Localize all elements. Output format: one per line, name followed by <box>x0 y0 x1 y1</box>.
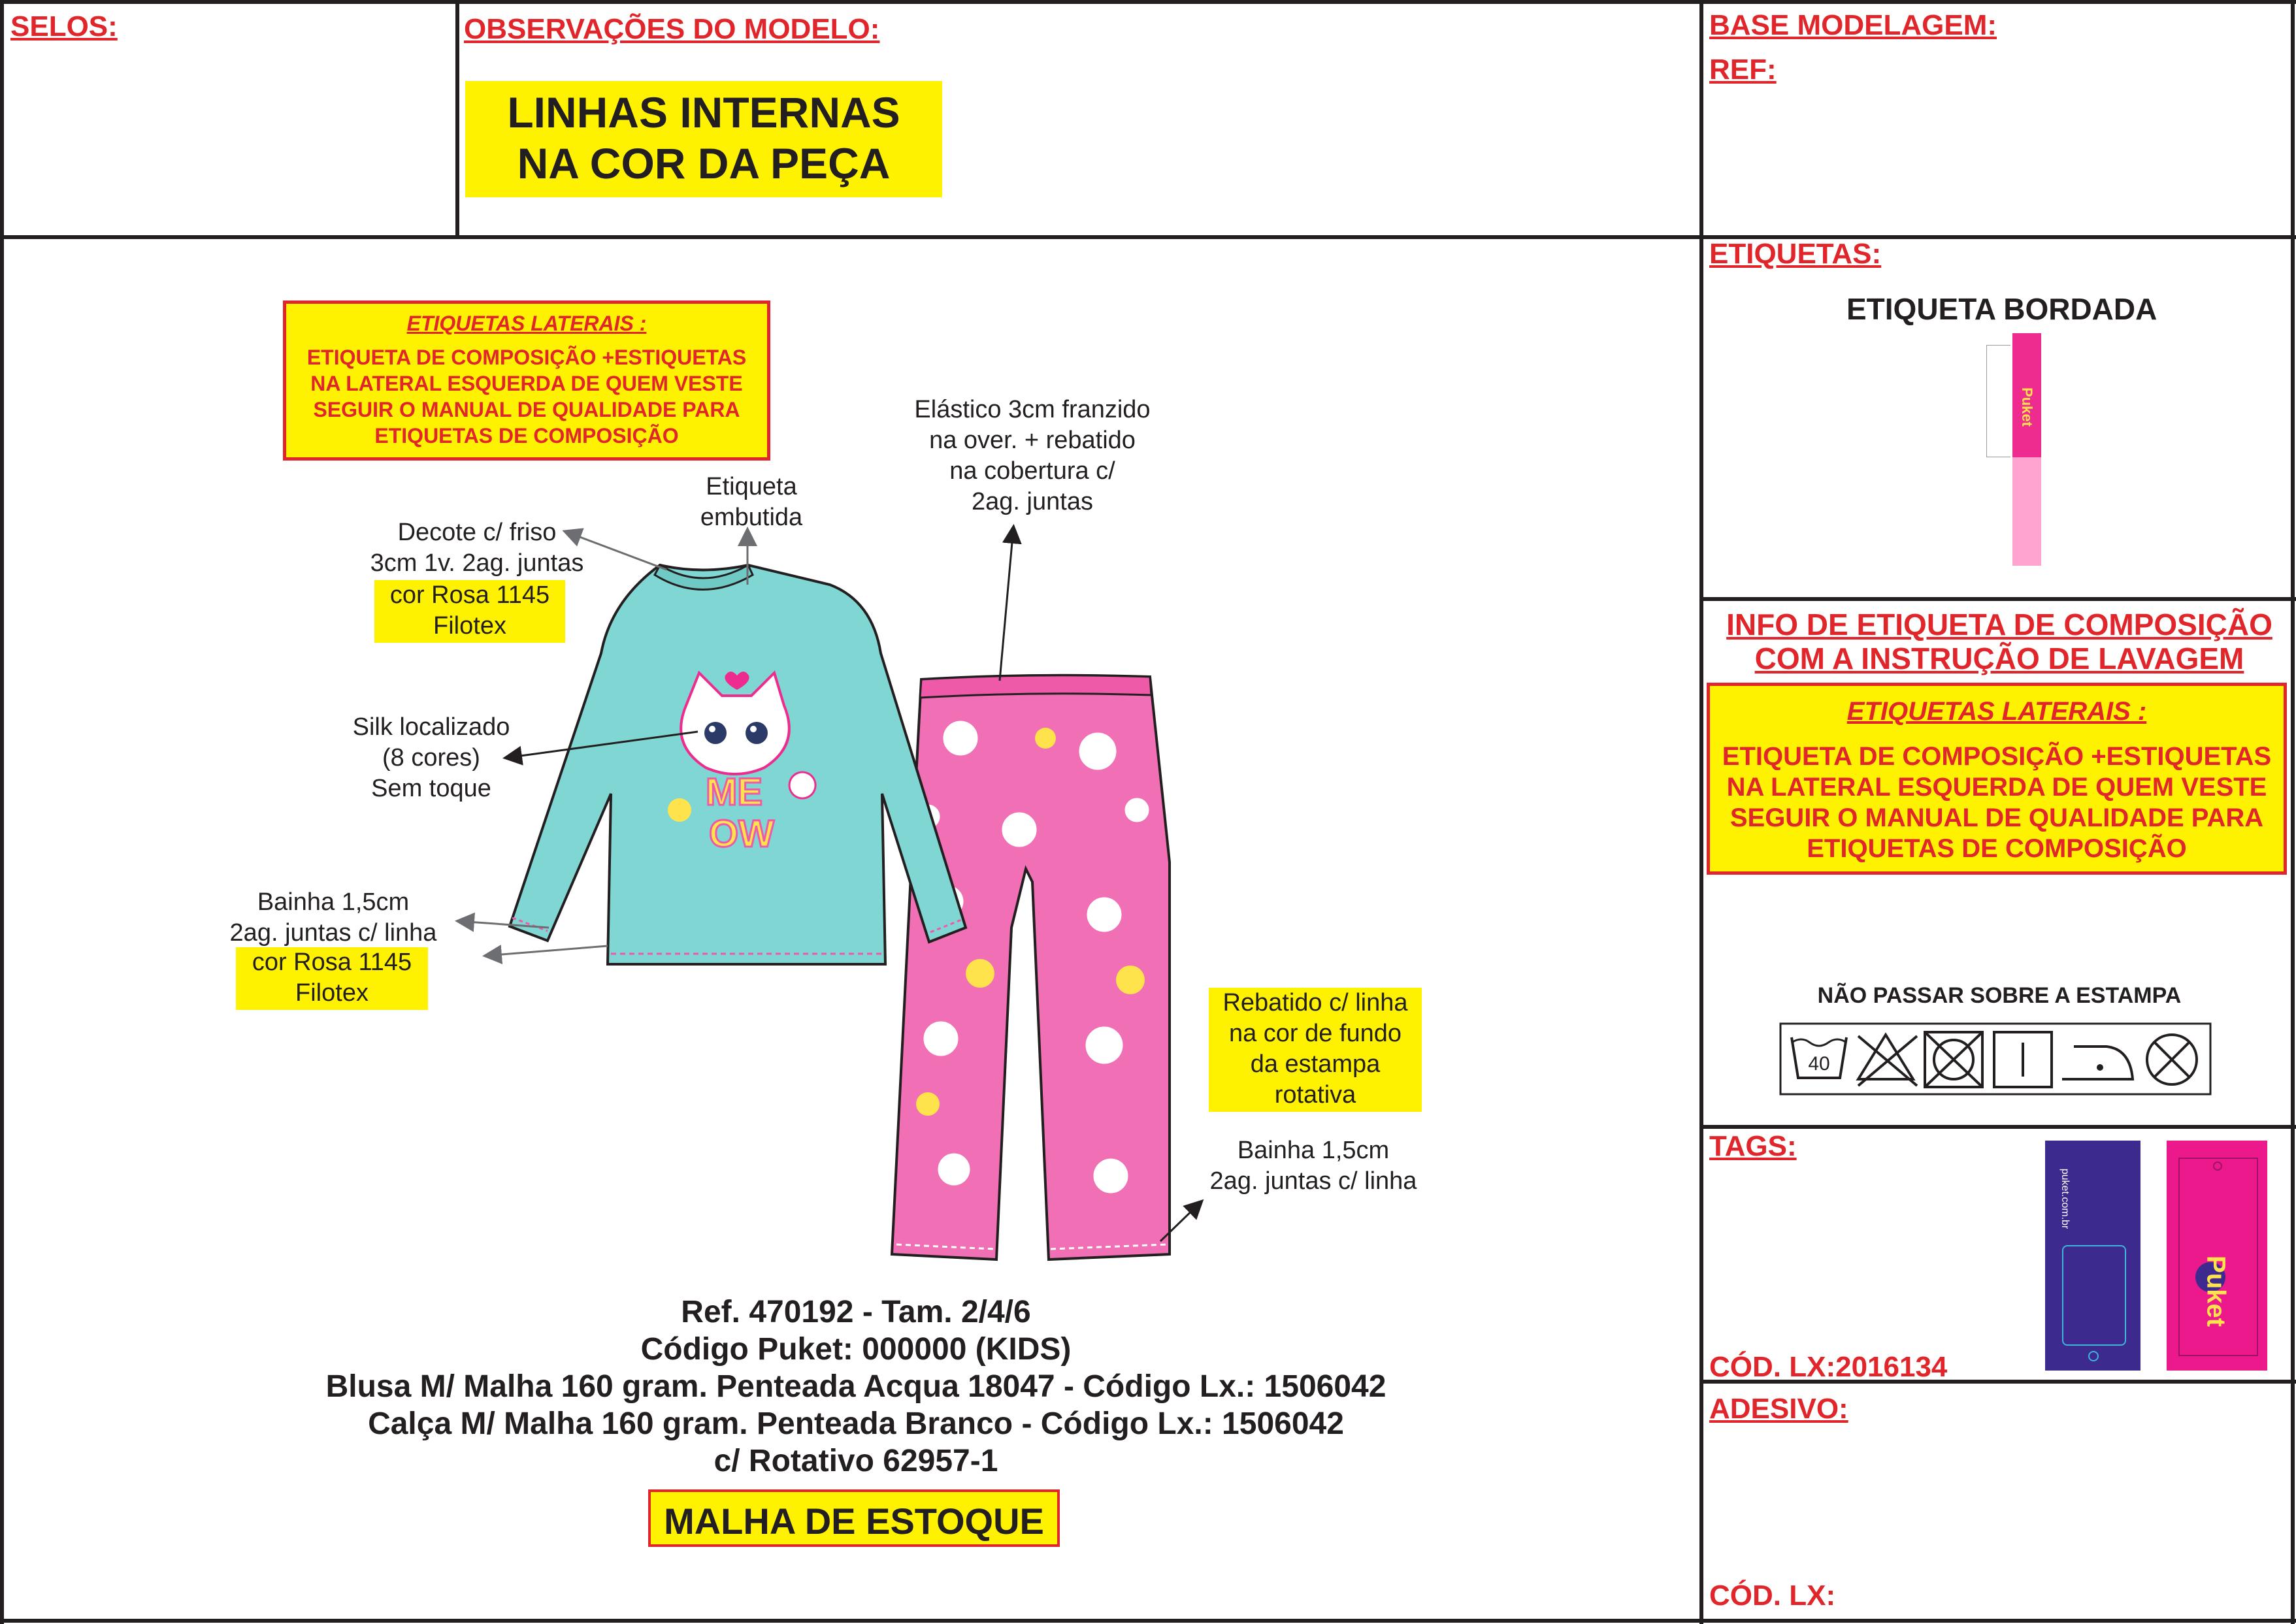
stock-label-box <box>648 1489 1060 1547</box>
cat-eye-left <box>704 722 727 744</box>
ref-label: REF: <box>1709 54 1777 86</box>
cat-eye-right-shine <box>750 726 757 732</box>
note-line: 2ag. juntas c/ linha <box>1209 1167 1417 1195</box>
side-labels-line: SEGUIR O MANUAL DE QUALIDADE PARA <box>313 398 740 421</box>
arrow-decote <box>566 532 666 570</box>
etiquetas-label: ETIQUETAS: <box>1709 238 1882 270</box>
note-line: Decote c/ friso <box>397 519 557 546</box>
side-labels-line: NA LATERAL ESQUERDA DE QUEM VESTE <box>310 372 743 395</box>
info-title-line: INFO DE ETIQUETA DE COMPOSIÇÃO <box>1726 608 2272 641</box>
note-line: Sem toque <box>371 775 491 802</box>
note-line: cor Rosa 1145 <box>252 949 412 976</box>
wash-temp: 40 <box>1808 1053 1830 1075</box>
info-title <box>1712 608 2287 675</box>
side-labels-line: NA LATERAL ESQUERDA DE QUEM VESTE <box>1726 773 2267 802</box>
note-line: Elástico 3cm franzido <box>914 396 1151 423</box>
cod-lx-adesivo: CÓD. LX: <box>1709 1580 1836 1612</box>
tag-hole <box>2213 1161 2222 1171</box>
note-line: Filotex <box>295 979 369 1007</box>
note-line: Rebatido c/ linha <box>1222 989 1408 1016</box>
note-line: na cobertura c/ <box>949 457 1115 485</box>
cat-eye-left-shine <box>709 726 715 732</box>
line-dry-icon <box>1994 1032 2052 1087</box>
pants-waistband <box>920 675 1151 698</box>
observacoes-note-line: LINHAS INTERNAS <box>507 88 900 137</box>
tags-label: TAGS: <box>1709 1130 1797 1162</box>
side-labels-line: SEGUIR O MANUAL DE QUALIDADE PARA <box>1730 804 2264 832</box>
label-brand: Puket <box>2019 387 2035 427</box>
side-labels-line: ETIQUETAS DE COMPOSIÇÃO <box>374 424 679 447</box>
base-modelagem-label: BASE MODELAGEM: <box>1709 9 1997 41</box>
do-not-tumble-dry-icon <box>1925 1032 1982 1087</box>
note-line: Bainha 1,5cm <box>257 888 410 916</box>
note-line: na cor de fundo <box>1228 1020 1402 1047</box>
arrow-bainha-blusa-2 <box>486 946 608 956</box>
spec-block <box>196 1293 1516 1480</box>
side-labels-line: ETIQUETA DE COMPOSIÇÃO +ESTIQUETAS <box>306 346 747 369</box>
print-word-me: ME <box>706 771 763 813</box>
stock-label: MALHA DE ESTOQUE <box>664 1501 1044 1542</box>
note-line: na over. + rebatido <box>929 427 1136 454</box>
tag-window <box>2062 1245 2126 1346</box>
tag-url: puket.com.br <box>2059 1168 2071 1229</box>
iron-low-icon <box>2062 1047 2133 1079</box>
heart-bubble-icon <box>789 772 815 798</box>
spec-line: Ref. 470192 - Tam. 2/4/6 <box>681 1295 1031 1329</box>
blouse-drawing <box>510 565 966 964</box>
cod-lx-tags: CÓD. LX:2016134 <box>1709 1351 1948 1383</box>
do-not-dry-clean-icon <box>2147 1035 2197 1084</box>
do-not-bleach-icon <box>1858 1035 1917 1086</box>
side-labels-line: ETIQUETA DE COMPOSIÇÃO +ESTIQUETAS <box>1722 742 2272 771</box>
note-line: Filotex <box>433 612 506 640</box>
side-labels-box-right <box>1707 683 2287 875</box>
cat-eye-right <box>746 722 768 744</box>
note-line: 3cm 1v. 2ag. juntas <box>370 549 584 577</box>
sun-icon <box>668 798 691 822</box>
note-line: 2ag. juntas <box>972 488 1093 515</box>
note-line: Bainha 1,5cm <box>1237 1137 1390 1164</box>
arrow-elastico <box>1000 528 1013 681</box>
observacoes-note-line: NA COR DA PEÇA <box>517 139 891 187</box>
observacoes-label: OBSERVAÇÕES DO MODELO: <box>464 13 880 45</box>
tag-brand: Puket <box>2201 1256 2231 1327</box>
embroidered-label-sample <box>2012 333 2041 566</box>
care-symbols <box>1780 1023 2211 1095</box>
note-line: Etiqueta <box>706 473 797 500</box>
spec-line: c/ Rotativo 62957-1 <box>713 1444 998 1478</box>
label-dimension-lines <box>1986 345 2010 457</box>
selos-label: SELOS: <box>10 10 118 42</box>
spec-line: Calça M/ Malha 160 gram. Penteada Branco - Código Lx.: 1506042 <box>368 1406 1344 1441</box>
note-line: 2ag. juntas c/ linha <box>229 919 437 947</box>
tag-purple <box>2045 1141 2140 1371</box>
note-line: rotativa <box>1274 1081 1356 1109</box>
pants-drawing <box>892 675 1170 1259</box>
adesivo-label: ADESIVO: <box>1709 1393 1848 1425</box>
note-line: cor Rosa 1145 <box>389 581 550 609</box>
side-labels-title: ETIQUETAS LATERAIS : <box>406 312 647 335</box>
note-line: Silk localizado <box>352 713 510 741</box>
note-line: da estampa <box>1250 1050 1381 1078</box>
tag-hole <box>2088 1351 2099 1361</box>
print-word-ow: OW <box>709 813 774 855</box>
spec-line: Blusa M/ Malha 160 gram. Penteada Acqua 18047 - Código Lx.: 1506042 <box>325 1369 1386 1404</box>
note-line: embutida <box>700 504 803 531</box>
spec-line: Código Puket: 000000 (KIDS) <box>640 1332 1072 1367</box>
side-labels-line: ETIQUETAS DE COMPOSIÇÃO <box>1807 834 2187 863</box>
info-title-line: COM A INSTRUÇÃO DE LAVAGEM <box>1754 641 2244 675</box>
etiqueta-bordada-title: ETIQUETA BORDADA <box>1846 292 2157 326</box>
wash-40-icon <box>1792 1037 1846 1078</box>
side-labels-title: ETIQUETAS LATERAIS : <box>1846 697 2147 726</box>
no-iron-print-note: NÃO PASSAR SOBRE A ESTAMPA <box>1817 983 2182 1008</box>
tag-pink <box>2167 1141 2267 1371</box>
note-line: (8 cores) <box>382 744 480 771</box>
